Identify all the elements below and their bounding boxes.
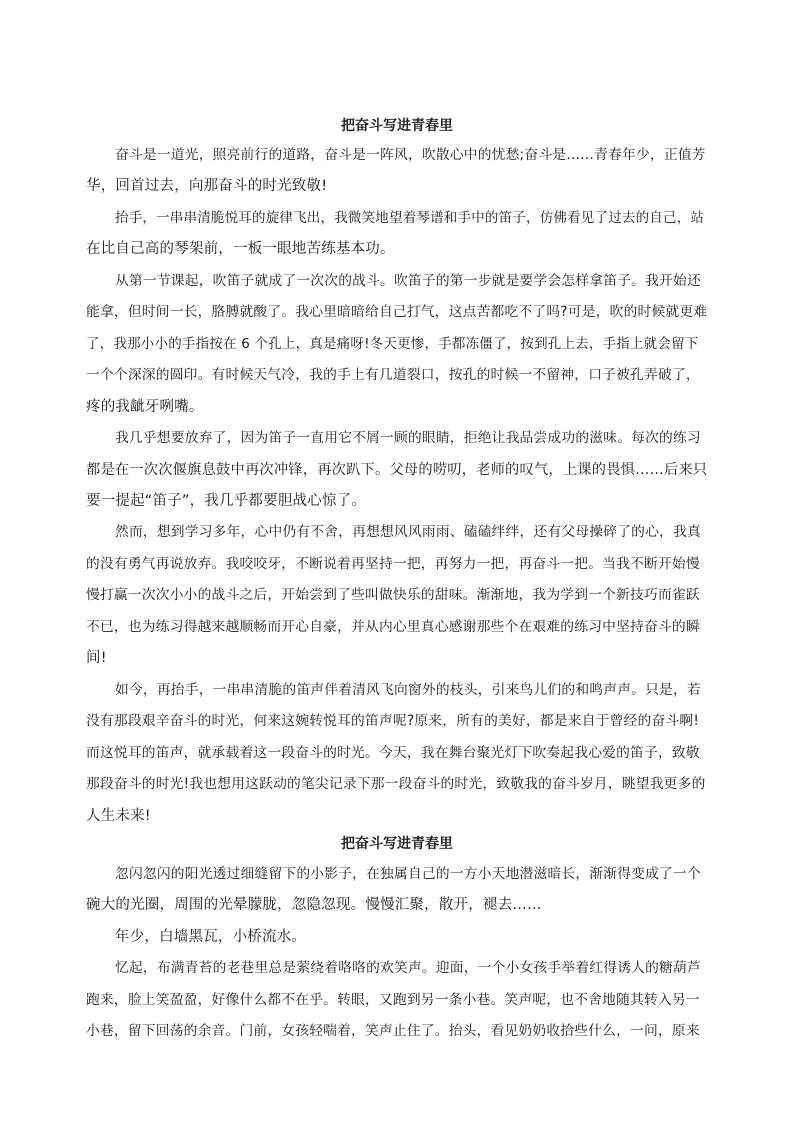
s1-line-14: 的没有勇气再说放弃。我咬咬牙，不断说着再坚持一把，再努力一把，再奋斗一把。当我不断开始慢 bbox=[86, 556, 700, 572]
section2-title: 把奋斗写进青春里 bbox=[341, 836, 453, 852]
s1-line-12: 要一提起“笛子”，我几乎都要胆战心惊了。 bbox=[86, 493, 367, 509]
s1-line-16: 不已，也为练习得越来越顺畅而开心自豪，并从内心里真心感谢那些个在艰难的练习中坚持奋斗的瞬 bbox=[86, 619, 700, 635]
s2-line-1: 忽闪忽闪的阳光透过细缝留下的小影子，在独属自己的一方小天地潜滋暗长，渐渐得变成了一个 bbox=[115, 866, 701, 882]
s1-line-3: 抬手，一串串清脆悦耳的旋律飞出，我微笑地望着琴谱和手中的笛子，仿佛看见了过去的自己，站 bbox=[115, 210, 705, 226]
s1-line-11: 都是在一次次偃旗息鼓中再次冲锋，再次趴下。父母的唠叨，老师的叹气，上课的畏惧……后来只 bbox=[86, 462, 708, 478]
s1-line-10: 我几乎想要放弃了，因为笛子一直用它不屑一顾的眼睛，拒绝让我品尝成功的滋味。每次的练习 bbox=[115, 430, 701, 446]
s1-line-2: 华，回首过去，向那奋斗的时光致敬! bbox=[86, 178, 328, 194]
section1-title: 把奋斗写进青春里 bbox=[341, 118, 453, 134]
s1-line-21: 那段奋斗的时光!我也想用这跃动的笔尖记录下那一段奋斗的时光，致敬我的奋斗岁月，眺望我更多的 bbox=[86, 776, 706, 792]
s2-line-5: 跑来，脸上笑盈盈，好像什么都不在乎。转眼，又跑到另一条小巷。笑声呢，也不舍地随其转入另一 bbox=[86, 992, 700, 1008]
s1-line-13: 然而，想到学习多年，心中仍有不舍，再想想风风雨雨、磕磕绊绊，还有父母操碎了的心，我真 bbox=[115, 524, 701, 540]
s2-line-6: 小巷，留下回荡的余音。门前，女孩轻喘着，笑声止住了。抬头，看见奶奶收拾些什么，一问，原来 bbox=[86, 1023, 700, 1039]
s2-line-2: 碗大的光圈，周围的光晕朦胧，忽隐忽现。慢慢汇聚，散开，褪去…… bbox=[86, 897, 542, 913]
s1-line-4: 在比自己高的琴架前，一板一眼地苦练基本功。 bbox=[86, 241, 395, 257]
s1-line-18: 如今，再抬手，一串串清脆的笛声伴着清风飞向窗外的枝头，引来鸟儿们的和鸣声声。只是，若 bbox=[115, 682, 701, 698]
s2-line-3: 年少，白墙黑瓦，小桥流水。 bbox=[115, 929, 307, 945]
s1-line-7: 了，我那小小的手指按在 6 个孔上，真是痛呀!冬天更惨，手都冻僵了，按到孔上去，手指上就会留下 bbox=[86, 336, 699, 352]
s1-line-9: 疼的我龇牙咧嘴。 bbox=[86, 399, 204, 415]
s1-line-8: 一个个深深的圆印。有时候天气冷，我的手上有几道裂口，按孔的时候一不留神，口子被孔弄破了， bbox=[86, 367, 700, 383]
s1-line-22: 人生未来! bbox=[86, 808, 151, 824]
s1-line-5: 从第一节课起，吹笛子就成了一次次的战斗。吹笛子的第一步就是要学会怎样拿笛子。我开始还 bbox=[115, 273, 701, 289]
s1-line-1: 奋斗是一道光，照亮前行的道路，奋斗是一阵风，吹散心中的忧愁;奋斗是……青春年少，正值芳 bbox=[115, 147, 706, 163]
s1-line-15: 慢打赢一次次小小的战斗之后，开始尝到了些叫做快乐的甜味。渐渐地，我为学到一个新技巧而雀跃 bbox=[86, 587, 700, 603]
s1-line-19: 没有那段艰辛奋斗的时光，何来这婉转悦耳的笛声呢?原来，所有的美好，都是来自于曾经的奋斗啊! bbox=[86, 713, 700, 729]
s1-line-6: 能拿，但时间一长，胳膊就酸了。我心里暗暗给自己打气，这点苦都吃不了吗?可是，吹的时候就更难 bbox=[86, 304, 708, 320]
s2-line-4: 忆起，布满青苔的老巷里总是萦绕着咯咯的欢笑声。迎面，一个小女孩手举着红得诱人的糖葫芦 bbox=[115, 960, 701, 976]
s1-line-20: 而这悦耳的笛声，就承载着这一段奋斗的时光。今天，我在舞台聚光灯下吹奏起我心爱的笛子，致敬 bbox=[86, 745, 700, 761]
s1-line-17: 间! bbox=[86, 650, 107, 666]
